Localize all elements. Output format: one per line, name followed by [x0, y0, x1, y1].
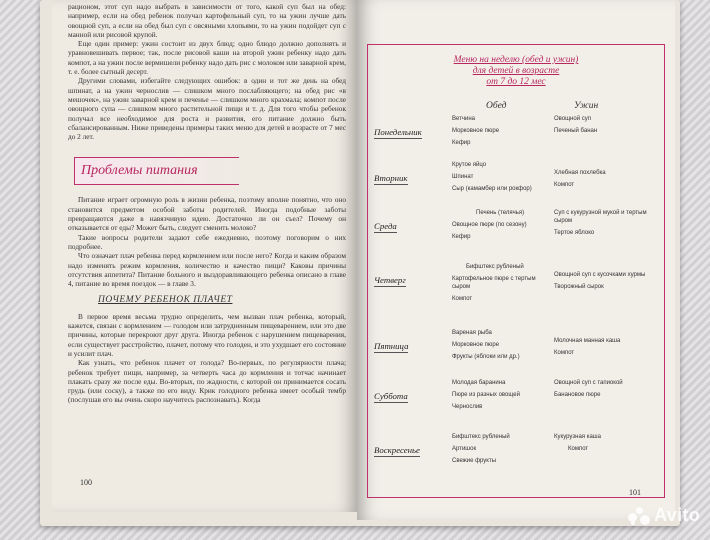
- left-page-text: [68, 2, 346, 405]
- menu-item: Тертое яблоко: [554, 230, 595, 236]
- lunch-cell: [452, 161, 552, 197]
- dinner-cell: [554, 433, 660, 457]
- menu-item: Вареная рыба: [452, 330, 492, 336]
- menu-item: Чернослив: [452, 404, 483, 410]
- dinner-cell: [554, 337, 660, 361]
- menu-item: Ветчина: [452, 116, 476, 122]
- day-name: Вторник: [374, 173, 408, 183]
- dinner-cell: [554, 169, 660, 193]
- menu-item: Пюре из разных овощей: [452, 392, 520, 398]
- page-number: 100: [80, 478, 92, 487]
- menu-item: Компот: [554, 350, 575, 356]
- dinner-cell: [554, 115, 660, 139]
- day-name: Суббота: [374, 391, 408, 401]
- menu-item: Бифштекс рубленый: [466, 264, 524, 270]
- menu-title-line: для детей в возрасте: [472, 66, 560, 76]
- menu-title-line: от 7 до 12 мес: [486, 77, 546, 87]
- left-page: [52, 0, 357, 512]
- menu-item: Компот: [568, 446, 589, 452]
- lunch-cell: [452, 329, 552, 365]
- menu-title: [368, 55, 664, 88]
- menu-item: Овощное пюре (по сезону): [452, 222, 527, 228]
- menu-item: Сыр (камамбер или рокфор): [452, 186, 532, 192]
- menu-item: Свежие фрукты: [452, 458, 497, 464]
- paragraph: Питание играет огромную роль в жизни ребенка, поэтому вполне понятно, что оно становится предметом особой заботы родителей. Иногда подобные заботы превращаются даже в навязчивую идею. Достаточно ли он съел? Почему он отказывается от еды? Может быть, следует сменить молоко?: [68, 195, 346, 233]
- day-name: Среда: [374, 221, 397, 231]
- day-name: Пятница: [374, 341, 409, 351]
- menu-item: Банановое пюре: [554, 392, 601, 398]
- menu-title-line: Меню на неделю (обед и ужин): [453, 55, 579, 65]
- menu-item: Морковное пюре: [452, 342, 500, 348]
- menu-item: Овощной суп: [554, 116, 591, 122]
- menu-item: Картофельное пюре с тертым сыром: [452, 276, 536, 290]
- menu-item: Кукурузная каша: [554, 434, 601, 440]
- lunch-cell: [452, 433, 552, 469]
- menu-item: Кефир: [452, 140, 471, 146]
- paragraph: Как узнать, что ребенок плачет от голода? Во-первых, по регулярности плача; ребенок требует пищи, например, за четверть часа до кормления и тотчас начинает плакать сразу же после еды. Во-вторых, по жадности, с которой он принимается сосать грудь (или соску), а также по его виду. Крик голодного ребенка имеет особый тембр (послушав его вы очень скоро научитесь распознавать). Когда: [68, 358, 346, 405]
- day-name: Воскресенье: [374, 445, 420, 455]
- paragraph: В первое время весьма трудно определить, чем вызван плач ребенка, который, кажется, связан с кормлением — голодом или затрудненным пищеварением, или это две причины, которые перекроют друг друга. Иногда ребенок с нарушением пищеварения, если существует расстройство, плачет, потому что голоден, и это ухудшает его состояние и усилит плач.: [68, 311, 346, 358]
- menu-item: Фрукты (яблоки или др.): [452, 354, 520, 360]
- menu-item: Молочная манная каша: [554, 338, 621, 344]
- column-header-dinner: Ужин: [574, 101, 599, 111]
- menu-item: Бифштекс рубленый: [452, 434, 510, 440]
- paragraph: рационом, этот суп надо выбрать в зависимости от того, какой суп был на обед: например, если на обед ребенок получал картофельный суп, то на ужин лучше дать овощной суп, а если на обед был суп с овсяными хлопьями, то на ужин подойдет суп с манной или рисовой крупой.: [68, 2, 346, 39]
- menu-item: Суп с кукурузной мукой и тертым сыром: [554, 210, 647, 224]
- subsection-title: ПОЧЕМУ РЕБЕНОК ПЛАЧЕТ: [98, 295, 233, 306]
- lunch-cell: [452, 209, 552, 245]
- lunch-cell: [452, 379, 552, 415]
- menu-item: Овощной суп с тапиокой: [554, 380, 623, 386]
- avito-watermark: [628, 505, 700, 526]
- column-header-lunch: Обед: [486, 101, 507, 111]
- menu-item: Шпинат: [452, 174, 474, 180]
- day-name: Четверг: [374, 275, 406, 285]
- menu-item: Хлебная похлебка: [554, 170, 606, 176]
- section-title: Проблемы питания: [74, 157, 239, 185]
- menu-item: Морковное пюре: [452, 128, 500, 134]
- menu-item: Творожный сырок: [554, 284, 604, 290]
- menu-item: Овощной суп с кусочками хурмы: [554, 272, 646, 278]
- menu-item: Компот: [452, 296, 473, 302]
- paragraph: Другими словами, избегайте следующих ошибок: в один и тот же день на обед шпинат, а на ужин чернослив — слишком много послабляющего; на обед рис «в мешочек», на ужин заварной крем и печенье — слишком много крахмала; компот после овощного супа — слишком много растительной пищи и т. д. Для того чтобы ребенок получал все необходимое для роста и развития, его питание должно быть сбалансированным. Ниже приведены примеры таких меню для детей в возрасте от 7 мес до 2 лет.: [68, 76, 346, 142]
- menu-item: Печеный банан: [554, 128, 598, 134]
- right-page: [357, 0, 675, 520]
- page-number: 101: [629, 488, 641, 497]
- dinner-cell: [554, 271, 660, 295]
- day-name: Понедельник: [374, 127, 422, 137]
- dinner-cell: [554, 379, 660, 403]
- menu-item: Кефир: [452, 234, 471, 240]
- menu-item: Крутое яйцо: [452, 162, 487, 168]
- menu-item: Молодая баранина: [452, 380, 506, 386]
- paragraph: Еще один пример: ужин состоит из двух блюд; одно блюдо должно дополнять и уравновешивать первое; так, после рисовой каши на второй ужин ребенку надо дать компот, а на ужин после вермишели ребенку надо дать рис с молоком или заварной крем, т. е. более сытный десерт.: [68, 39, 346, 77]
- menu-item: Компот: [554, 182, 575, 188]
- menu-item: Артишок: [452, 446, 477, 452]
- dinner-cell: [554, 209, 660, 241]
- lunch-cell: [452, 115, 552, 151]
- avito-logo-icon: [628, 507, 650, 525]
- menu-table-frame: [367, 44, 665, 498]
- lunch-cell: [452, 263, 552, 307]
- paragraph: Такие вопросы родители задают себе ежедневно, поэтому поговорим о них подробнее.: [68, 232, 346, 251]
- menu-item: Печень (телячья): [476, 210, 525, 216]
- watermark-text: Avito: [654, 505, 700, 525]
- paragraph: Что означает плач ребенка перед кормлением или после него? Когда и каким образом надо изменять режим кормления, количество и качество пищи? Каковы причины отсутствия аппетита? Питание больного и выздоравливающего ребенка описано в главе 4, питание во время поездок — в главе 3.: [68, 251, 346, 289]
